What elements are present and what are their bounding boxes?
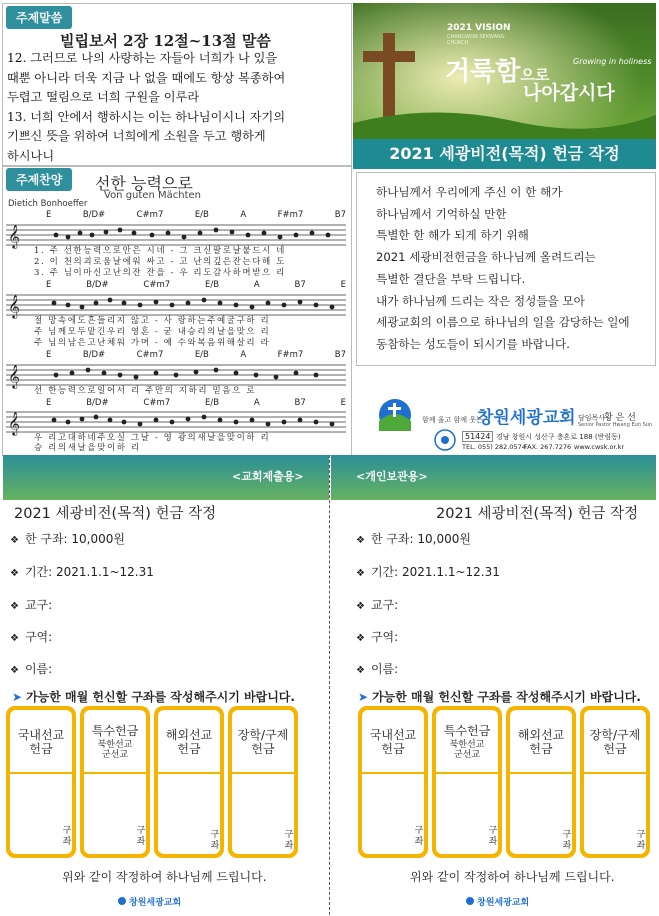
scripture-text	[7, 49, 347, 166]
form-footer: 위와 같이 작정하여 하나님께 드립니다.	[62, 870, 267, 884]
telephone: TEL. 055) 282.0574	[462, 443, 526, 451]
form-notice: ➤ 가능한 매월 헌신할 구좌를 작성해주시기 바랍니다.	[358, 690, 641, 704]
column-title: 국내선교 헌금	[17, 728, 65, 756]
poster-band-title: 2021 세광비전(목적) 헌금 작정	[353, 139, 656, 169]
column-special-offering[interactable]	[80, 706, 150, 858]
lyric-line: 절 망속에도흔들리지 않고 - 사 랑하는주예굴구하 리	[34, 316, 271, 326]
column-title: 특수헌금 북한선교 군선교	[91, 724, 139, 760]
church-seal-icon	[434, 429, 456, 451]
hymn-tag: 주제찬양	[6, 168, 72, 191]
vision-poster	[353, 3, 656, 169]
column-title: 국내선교 헌금	[369, 728, 417, 756]
unit-label: 구좌	[62, 826, 72, 847]
church-logo-block	[372, 395, 657, 451]
field-unit: ❖ 한 구좌: 10,000원	[356, 532, 471, 546]
column-overseas-mission[interactable]	[506, 706, 576, 858]
column-scholarship-relief[interactable]	[580, 706, 650, 858]
field-district[interactable]: ❖ 구역:	[356, 630, 399, 644]
unit-label: 구좌	[636, 830, 646, 851]
chord-line: E B/D# C#m7 E/B A B7 E	[46, 280, 346, 290]
staff-row-3	[6, 350, 346, 395]
vision-year: 2021 VISION	[447, 23, 511, 33]
church-english: CHANGWON SEKWANG CHURCH	[447, 34, 505, 46]
column-overseas-mission[interactable]	[154, 706, 224, 858]
lyric-line: 2. 이 천의괴로움날에워 싸고 - 고 난의깊은잔는다해 도	[34, 257, 286, 267]
hymn-composer: Dietich Bonhoeffer	[8, 199, 88, 209]
scripture-line: 13. 너희 안에서 행하시는 이는 하나님이시니 자기의	[7, 109, 286, 124]
svg-text:𝄞: 𝄞	[8, 411, 20, 435]
church-name: 창원세광교회	[477, 408, 576, 428]
form-title-personal: 2021 세광비전(목적) 헌금 작정	[436, 506, 639, 522]
form-footer: 위와 같이 작정하여 하나님께 드립니다.	[410, 870, 615, 884]
growing-in-holiness: Growing in holiness	[573, 57, 652, 66]
unit-label: 구좌	[488, 826, 498, 847]
unit-label: 구좌	[210, 830, 220, 851]
pastor-label: 담임목사	[578, 414, 606, 422]
column-title: 장학/구제 헌금	[237, 728, 289, 756]
field-parish[interactable]: ❖ 교구:	[356, 598, 399, 612]
fax: FAX. 267.7276	[524, 443, 572, 451]
staff-row-1	[6, 210, 346, 280]
postcode: 51424	[462, 431, 493, 442]
info-text: 하나님께서 우리에게 주신 이 한 해가 하나님께서 기억하실 만한 특별한 한 해가 되게 하기 위해 2021 세광비전헌금을 하나님께 올려드리는 특별한 결단을 부탁 드립니다. 내가 하나님께 드리는 작은 정성들을 모아 세광교회의 이름으로 하나님의 일을 감당하는 일에 동참하는 성도들이 되시기를 바랍니다.	[376, 185, 630, 351]
scripture-line: 때뿐 아니라 더욱 지금 나 없을 때에도 항상 복종하여	[7, 70, 286, 85]
field-period: ❖ 기간: 2021.1.1~12.31	[356, 565, 500, 579]
address: 경남 창원시 성산구 충혼로 188 (반림동)	[496, 433, 621, 441]
lyric-line: 주 님의남은고난체워 가며 - 예 수와복음위해살리 라	[34, 338, 271, 348]
footer-church-logo: 창원세광교회	[466, 895, 529, 908]
column-scholarship-relief[interactable]	[228, 706, 298, 858]
church-slogan: 함께 울고 함께 웃는	[422, 416, 483, 424]
field-district[interactable]: ❖ 구역:	[10, 630, 53, 644]
hymn-subtitle: Von guten Mächten	[104, 190, 201, 201]
svg-text:𝄞: 𝄞	[8, 364, 20, 388]
website: www.cwsk.or.kr	[574, 443, 625, 451]
unit-label: 구좌	[414, 826, 424, 847]
field-name[interactable]: ❖ 이름:	[356, 662, 399, 676]
church-emblem-icon	[466, 897, 474, 905]
pastor-name: 황 은 선	[604, 413, 636, 423]
form-notice: ➤ 가능한 매월 헌신할 구좌를 작성해주시기 바랍니다.	[12, 690, 295, 704]
footer-church-logo: 창원세광교회	[118, 895, 181, 908]
svg-text:𝄞: 𝄞	[8, 224, 20, 248]
chord-line: E B/D# C#m7 E/B A F#m7 B7	[46, 350, 346, 360]
form-title-church: 2021 세광비전(목적) 헌금 작정	[14, 506, 217, 522]
scripture-title: 빌립보서 2장 12절~13절 말씀	[60, 32, 271, 50]
staff-row-4	[6, 398, 346, 453]
scripture-tag: 주제말씀	[6, 6, 72, 29]
field-unit: ❖ 한 구좌: 10,000원	[10, 532, 125, 546]
scripture-line: 기쁘신 뜻을 위하여 너희에게 소원을 두고 행하게	[7, 129, 266, 143]
column-domestic-mission[interactable]	[358, 706, 428, 858]
lyric-line: 승 리의새날을맞이하 리	[34, 443, 141, 453]
lyric-line: 선 한능력으로일어서 리 주만의 지하리 믿음으 로	[34, 386, 257, 396]
svg-text:𝄞: 𝄞	[8, 294, 20, 318]
hymn-title: 선한 능력으로	[95, 174, 193, 193]
lyric-line: 주 님께모두맡긴우리 영혼 - 굳 내승리의날을맞으 리	[34, 327, 271, 337]
column-special-offering[interactable]	[432, 706, 502, 858]
chord-line: E B/D# C#m7 E/B A F#m7 B7	[46, 210, 346, 220]
form-label-church: <교회제출용>	[232, 470, 304, 483]
unit-label: 구좌	[136, 826, 146, 847]
lyric-line: 1. 주 선한능력으로안은 시네 - 그 크신팔로날붙드시 네	[34, 246, 286, 256]
column-title: 해외선교 헌금	[517, 728, 565, 756]
lyric-line: 우 리고대하네주오실 그날 - 영 광의새날을맞이하 리	[34, 433, 271, 443]
column-title: 해외선교 헌금	[165, 728, 213, 756]
field-period: ❖ 기간: 2021.1.1~12.31	[10, 565, 154, 579]
headline-go: 나아갑시다	[523, 82, 615, 104]
form-label-personal: <개인보관용>	[356, 470, 428, 483]
column-domestic-mission[interactable]	[6, 706, 76, 858]
scripture-line: 두렵고 떨림으로 너희 구원을 이루라	[7, 90, 200, 104]
column-title: 특수헌금 북한선교 군선교	[443, 724, 491, 760]
headline-holiness: 거룩함으로	[445, 57, 550, 87]
column-title: 장학/구제 헌금	[589, 728, 641, 756]
scripture-line: 12. 그러므로 나의 사랑하는 자들아 너희가 나 있을	[7, 51, 278, 65]
church-emblem-icon	[118, 897, 126, 905]
field-name[interactable]: ❖ 이름:	[10, 662, 53, 676]
pastor-english: Senior Pastor Hwang Eun Sun	[578, 422, 653, 428]
scripture-line: 하시나니	[7, 148, 55, 163]
chord-line: E B/D# C#m7 E/B A B7 E	[46, 398, 346, 408]
lyric-line: 3. 주 님이마신고난의잔 잔을 - 우 리도감사하며받으 리	[34, 268, 286, 278]
cut-line	[329, 455, 330, 915]
field-parish[interactable]: ❖ 교구:	[10, 598, 53, 612]
unit-label: 구좌	[284, 830, 294, 851]
unit-label: 구좌	[562, 830, 572, 851]
church-emblem-icon	[375, 397, 415, 433]
staff-row-2	[6, 280, 346, 350]
